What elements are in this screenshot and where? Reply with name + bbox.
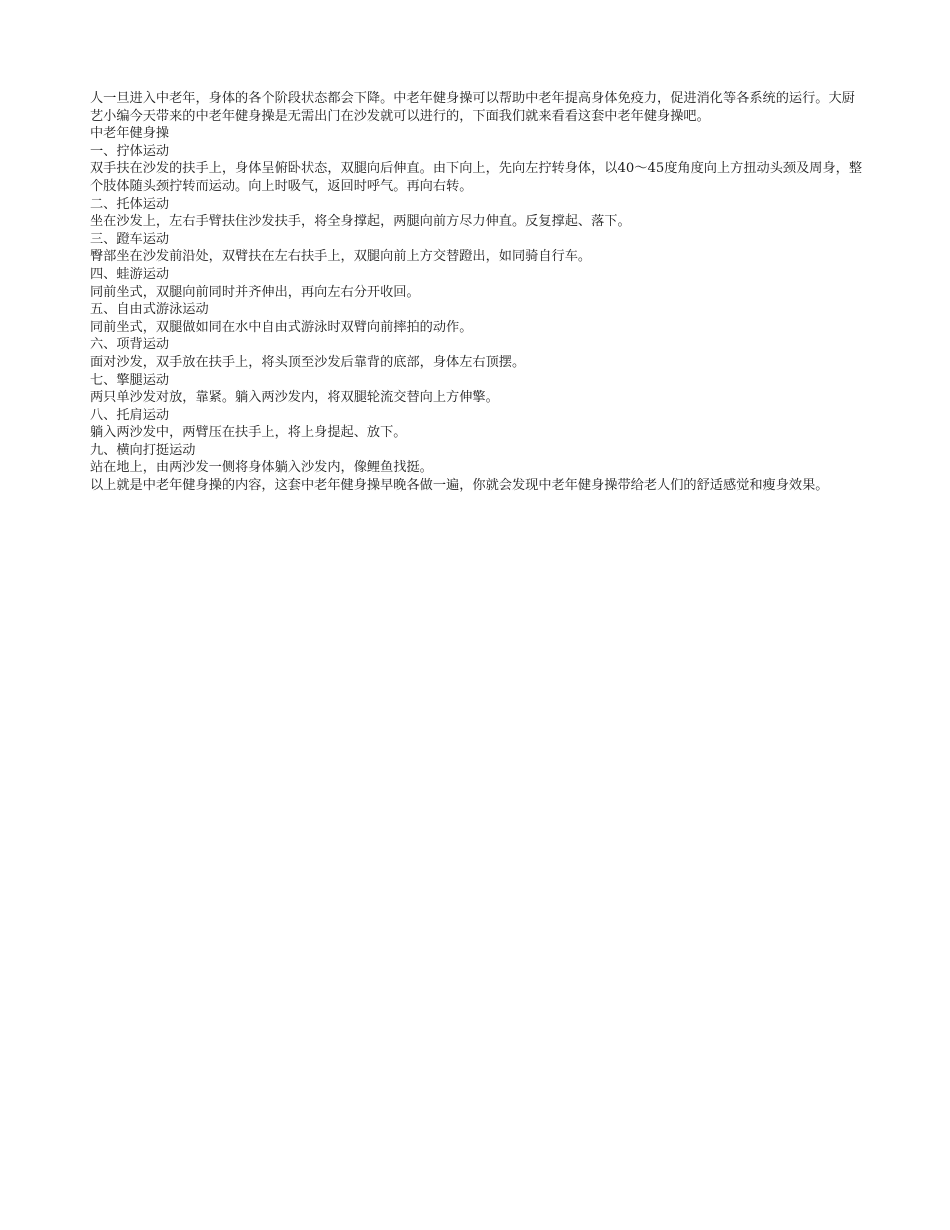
- section-heading-2: 二、托体运动: [90, 196, 170, 212]
- section-body-3: 臀部坐在沙发前沿处，双臂扶在左右扶手上，双腿向前上方交替蹬出，如同骑自行车。: [90, 249, 592, 265]
- section-heading-3: 三、蹬车运动: [90, 231, 170, 247]
- section-heading-1: 一、拧体运动: [90, 143, 170, 159]
- intro-paragraph: 人一旦进入中老年，身体的各个阶段状态都会下降。中老年健身操可以帮助中老年提高身体免疫力，促进消化等各系统的运行。大厨艺小编今天带来的中老年健身操是无需出门在沙发就可以进行的，下面我们就来看看这套中老年健身操吧。: [90, 91, 855, 124]
- section-heading-9: 九、横向打挺运动: [90, 442, 196, 458]
- section-body-7: 两只单沙发对放，靠紧。躺入两沙发内，将双腿轮流交替向上方伸擎。: [90, 390, 499, 406]
- section-body-5: 同前坐式，双腿做如同在水中自由式游泳时双臂向前摔拍的动作。: [90, 319, 473, 335]
- section-heading-7: 七、擎腿运动: [90, 372, 170, 388]
- section-heading-5: 五、自由式游泳运动: [90, 302, 209, 318]
- conclusion-paragraph: 以上就是中老年健身操的内容，这套中老年健身操早晚各做一遍，你就会发现中老年健身操带给老人们的舒适感觉和瘦身效果。: [90, 478, 829, 494]
- section-body-1: 双手扶在沙发的扶手上，身体呈俯卧状态，双腿向后伸直。由下向上，先向左拧转身体，以40～45度角度向上方扭动头颈及周身，整个肢体随头颈拧转而运动。向上时吸气，返回时呼气。再向右转。: [90, 161, 863, 194]
- document-title: 中老年健身操: [90, 126, 170, 142]
- section-heading-6: 六、项背运动: [90, 337, 170, 353]
- section-body-2: 坐在沙发上，左右手臂扶住沙发扶手，将全身撑起，两腿向前方尽力伸直。反复撑起、落下。: [90, 214, 631, 230]
- section-heading-4: 四、蛙游运动: [90, 266, 170, 282]
- section-body-9: 站在地上，由两沙发一侧将身体躺入沙发内，像鲤鱼找挺。: [90, 460, 433, 476]
- document-body: [90, 90, 865, 495]
- section-body-6: 面对沙发，双手放在扶手上，将头顶至沙发后靠背的底部，身体左右顶摆。: [90, 354, 526, 370]
- section-body-8: 躺入两沙发中，两臂压在扶手上，将上身提起、放下。: [90, 425, 407, 441]
- section-heading-8: 八、托肩运动: [90, 407, 170, 423]
- section-body-4: 同前坐式，双腿向前同时并齐伸出，再向左右分开收回。: [90, 284, 420, 300]
